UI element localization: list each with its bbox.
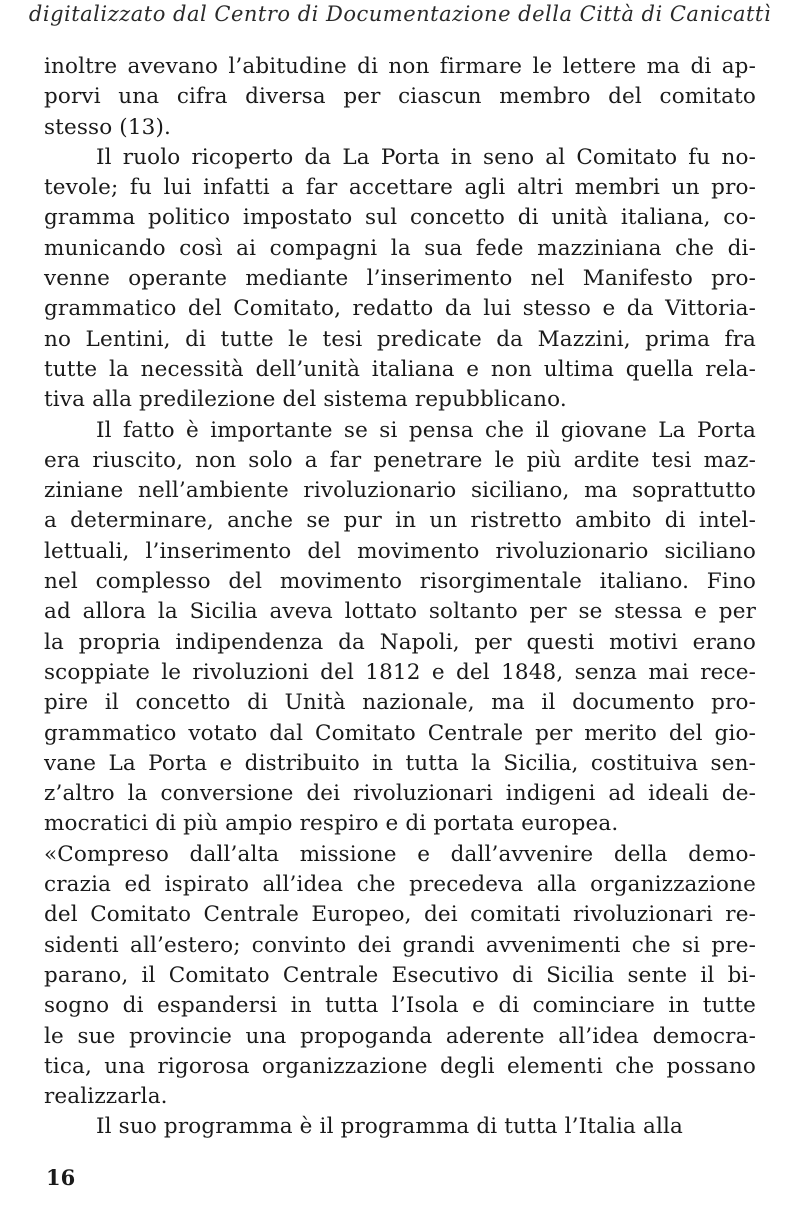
text-line: mocratici di più ampio respiro e di portata europea. <box>44 811 619 837</box>
paragraph <box>44 52 756 143</box>
page-body <box>44 52 756 1143</box>
text-line: tutte la necessità dell’unità italiana e non ultima quella rela- <box>44 356 756 382</box>
text-line: «Compreso dall’alta missione e dall’avvenire della demo- <box>44 841 756 867</box>
text-line: grammatico del Comitato, redatto da lui stesso e da Vittoria- <box>44 296 756 322</box>
text-line: la propria indipendenza da Napoli, per questi motivi erano <box>44 629 756 655</box>
text-line: pire il concetto di Unità nazionale, ma il documento pro- <box>44 690 756 716</box>
text-line: a determinare, anche se pur in un ristretto ambito di intel- <box>44 508 756 534</box>
text-line: tevole; fu lui infatti a far accettare agli altri membri un pro- <box>44 175 756 201</box>
text-line: crazia ed ispirato all’idea che precedeva alla organizzazione <box>44 872 756 898</box>
paragraph <box>44 840 756 1113</box>
digitization-watermark: digitalizzato dal Centro di Documentazione della Città di Canicattì <box>28 2 772 26</box>
text-line: gramma politico impostato sul concetto di unità italiana, co- <box>44 205 756 231</box>
text-line: tiva alla predilezione del sistema repubblicano. <box>44 387 567 413</box>
page-number: 16 <box>46 1165 76 1190</box>
text-line: scoppiate le rivoluzioni del 1812 e del 1848, senza mai rece- <box>44 659 756 685</box>
text-line: era riuscito, non solo a far penetrare le più ardite tesi maz- <box>44 447 756 473</box>
text-line: del Comitato Centrale Europeo, dei comitati rivoluzionari re- <box>44 902 756 928</box>
text-line: lettuali, l’inserimento del movimento rivoluzionario siciliano <box>44 538 756 564</box>
text-line: venne operante mediante l’inserimento nel Manifesto pro- <box>44 266 756 292</box>
text-line: grammatico votato dal Comitato Centrale per merito del gio- <box>44 720 756 746</box>
text-line: Il fatto è importante se si pensa che il giovane La Porta <box>96 417 756 443</box>
paragraph <box>44 143 756 416</box>
text-line: ad allora la Sicilia aveva lottato soltanto per se stessa e per <box>44 599 756 625</box>
text-line: vane La Porta e distribuito in tutta la Sicilia, costituiva sen- <box>44 750 756 776</box>
paragraph <box>44 1112 756 1142</box>
text-line: z’altro la conversione dei rivoluzionari indigeni ad ideali de- <box>44 781 756 807</box>
text-line: stesso (13). <box>44 114 172 140</box>
text-line: ziniane nell’ambiente rivoluzionario siciliano, ma soprattutto <box>44 478 756 504</box>
text-line: porvi una cifra diversa per ciascun membro del comitato <box>44 84 756 110</box>
text-line: le sue provincie una propoganda aderente all’idea democra- <box>44 1023 756 1049</box>
text-line: Il ruolo ricoperto da La Porta in seno al Comitato fu no- <box>96 144 756 170</box>
text-line: realizzarla. <box>44 1084 168 1110</box>
paragraph <box>44 416 756 840</box>
text-line: inoltre avevano l’abitudine di non firmare le lettere ma di ap- <box>44 54 756 79</box>
text-line: sidenti all’estero; convinto dei grandi avvenimenti che si pre- <box>44 932 756 958</box>
text-line: municando così ai compagni la sua fede mazziniana che di- <box>44 235 756 261</box>
text-line: Il suo programma è il programma di tutta l’Italia alla <box>96 1114 683 1140</box>
text-line: no Lentini, di tutte le tesi predicate da Mazzini, prima fra <box>44 326 756 352</box>
text-line: sogno di espandersi in tutta l’Isola e di cominciare in tutte <box>44 993 756 1019</box>
text-line: nel complesso del movimento risorgimentale italiano. Fino <box>44 569 756 595</box>
text-line: parano, il Comitato Centrale Esecutivo di Sicilia sente il bi- <box>44 962 756 988</box>
text-line: tica, una rigorosa organizzazione degli elementi che possano <box>44 1053 756 1079</box>
